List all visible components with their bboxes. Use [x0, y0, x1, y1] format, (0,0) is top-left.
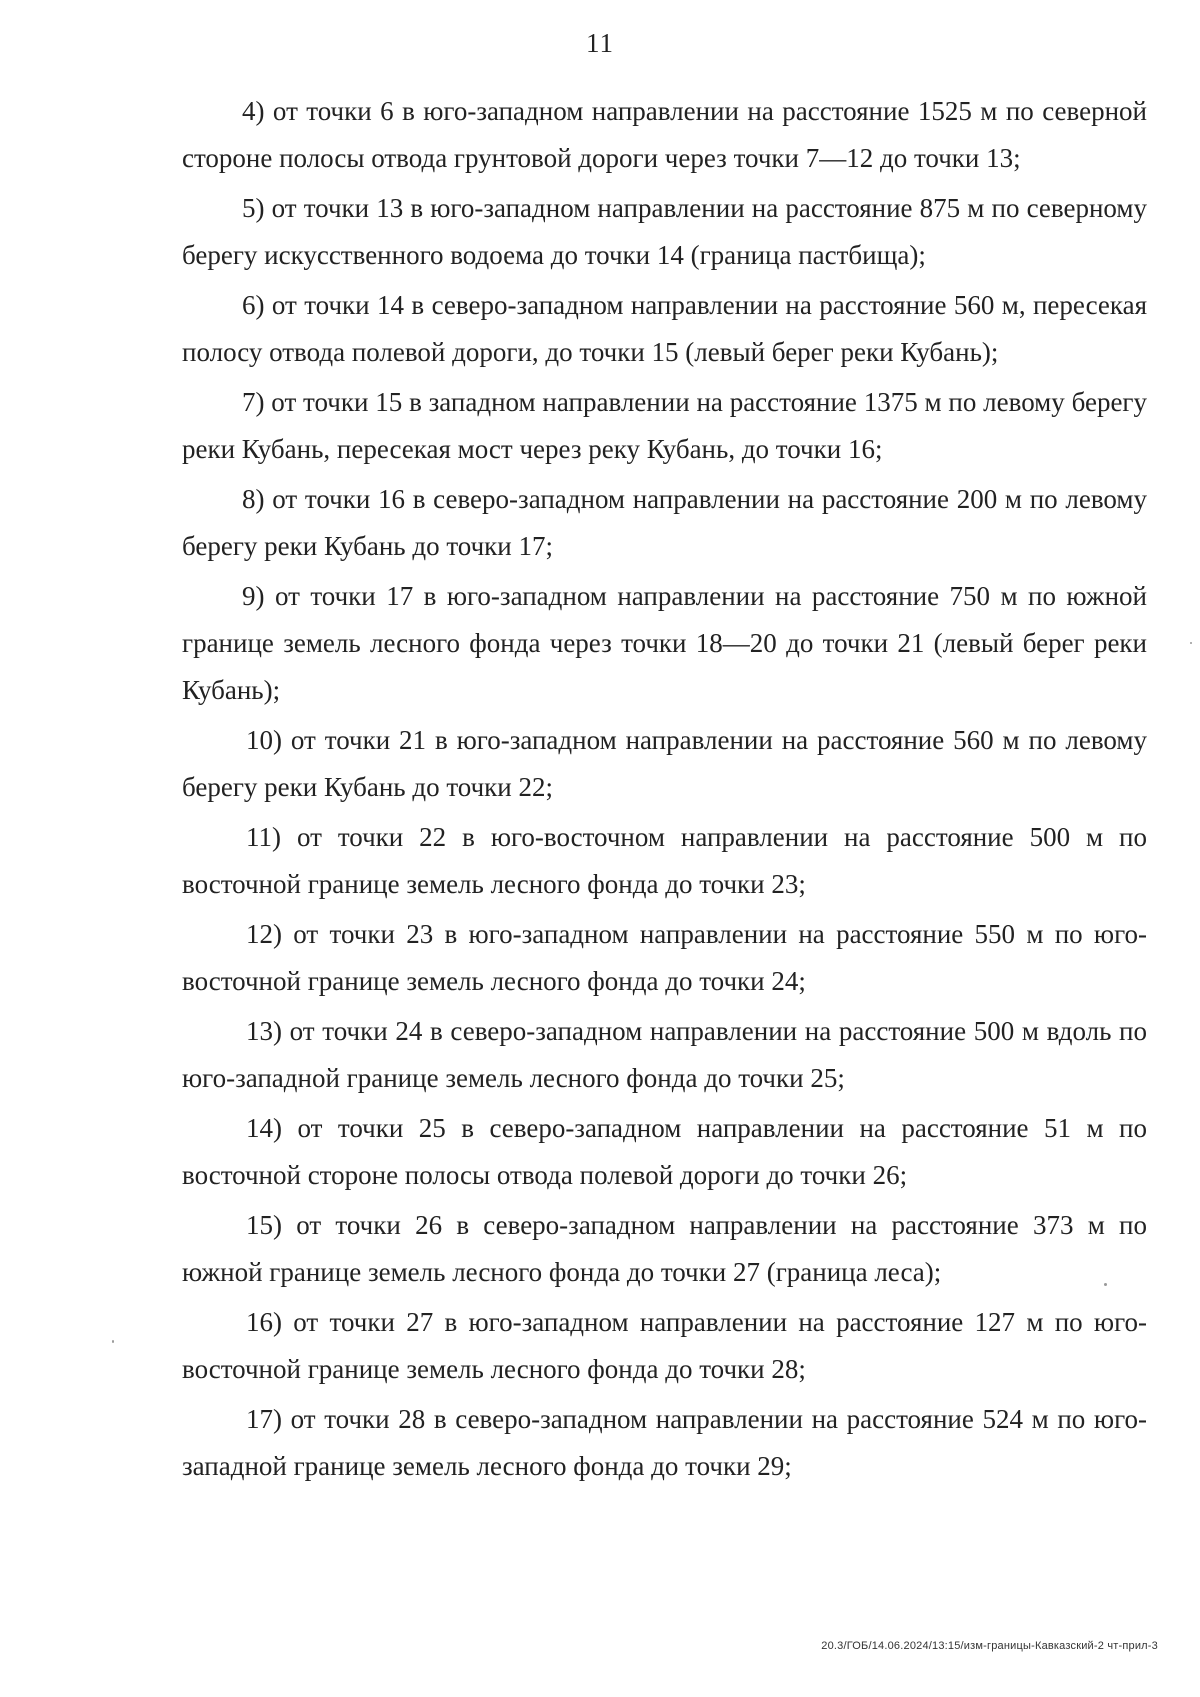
- paragraph-item-10: 10) от точки 21 в юго-западном направлении на расстояние 560 м по левому берегу реки Кубань до точки 22;: [182, 725, 1147, 802]
- paragraph-item-12: 12) от точки 23 в юго-западном направлении на расстояние 550 м по юго-восточной границе земель лесного фонда до точки 24;: [182, 919, 1147, 996]
- paragraph-item-14: 14) от точки 25 в северо-западном направлении на расстояние 51 м по восточной стороне полосы отвода полевой дороги до точки 26;: [182, 1113, 1147, 1190]
- paragraph-item-6: 6) от точки 14 в северо-западном направлении на расстояние 560 м, пересекая полосу отвода полевой дороги, до точки 15 (левый берег реки Кубань);: [182, 290, 1147, 367]
- scan-speck: [112, 1340, 114, 1343]
- scan-speck: [1104, 1283, 1107, 1286]
- paragraph-item-11: 11) от точки 22 в юго-восточном направлении на расстояние 500 м по восточной границе земель лесного фонда до точки 23;: [182, 822, 1147, 899]
- paragraph-item-17: 17) от точки 28 в северо-западном направлении на расстояние 524 м по юго-западной границе земель лесного фонда до точки 29;: [182, 1404, 1147, 1481]
- document-body: [182, 88, 1147, 1493]
- scan-speck: [1190, 642, 1192, 644]
- paragraph-item-13: 13) от точки 24 в северо-западном направлении на расстояние 500 м вдоль по юго-западной границе земель лесного фонда до точки 25;: [182, 1016, 1147, 1093]
- paragraph-item-15: 15) от точки 26 в северо-западном направлении на расстояние 373 м по южной границе земель лесного фонда до точки 27 (граница леса);: [182, 1210, 1147, 1287]
- paragraph-item-5: 5) от точки 13 в юго-западном направлении на расстояние 875 м по северному берегу искусственного водоема до точки 14 (граница пастбища);: [182, 193, 1147, 270]
- paragraph-item-16: 16) от точки 27 в юго-западном направлении на расстояние 127 м по юго-восточной границе земель лесного фонда до точки 28;: [182, 1307, 1147, 1384]
- document-footer-reference: 20.3/ГОБ/14.06.2024/13:15/изм-границы-Кавказский-2 чт-прил-3: [821, 1640, 1158, 1652]
- paragraph-item-7: 7) от точки 15 в западном направлении на расстояние 1375 м по левому берегу реки Кубань, пересекая мост через реку Кубань, до точки 16;: [182, 387, 1147, 464]
- paragraph-item-9: 9) от точки 17 в юго-западном направлении на расстояние 750 м по южной границе земель лесного фонда через точки 18—20 до точки 21 (левый берег реки Кубань);: [182, 581, 1147, 705]
- paragraph-item-4: 4) от точки 6 в юго-западном направлении на расстояние 1525 м по северной стороне полосы отвода грунтовой дороги через точки 7—12 до точки 13;: [182, 96, 1147, 173]
- paragraph-item-8: 8) от точки 16 в северо-западном направлении на расстояние 200 м по левому берегу реки Кубань до точки 17;: [182, 484, 1147, 561]
- page-number: 11: [586, 28, 614, 58]
